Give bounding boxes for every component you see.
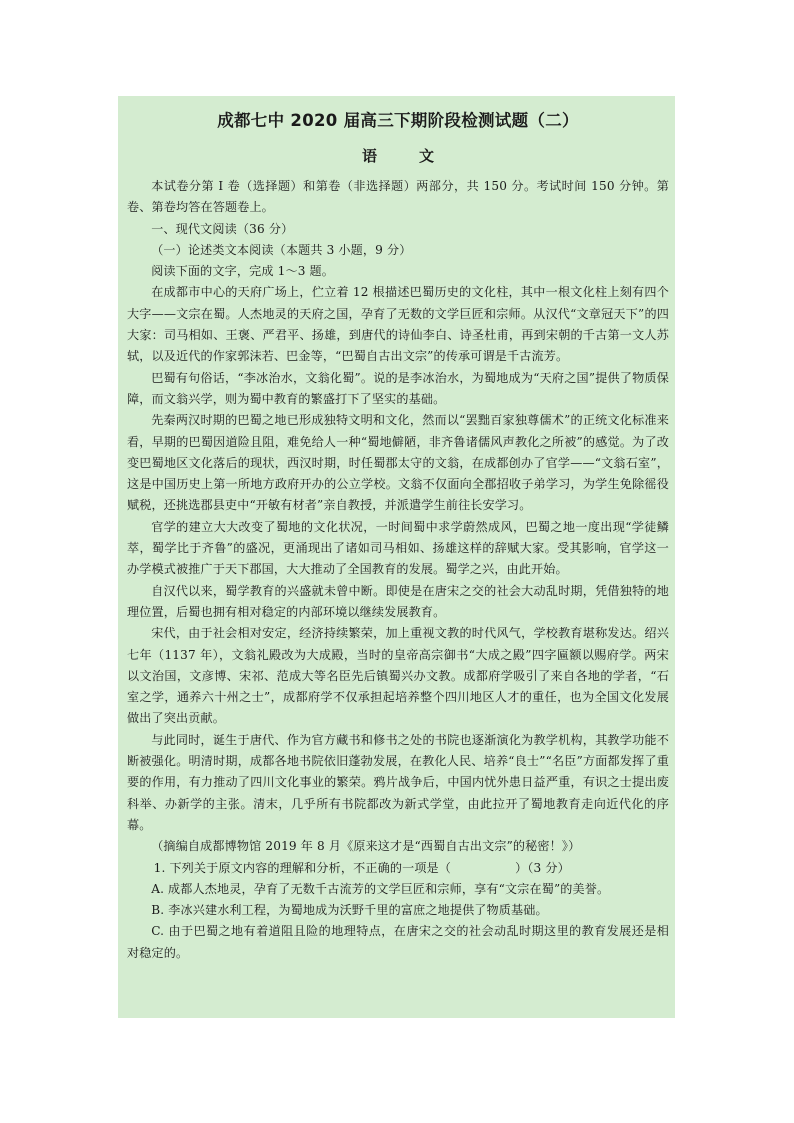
passage-paragraph: 先秦两汉时期的巴蜀之地已形成独特文明和文化，然而以“罢黜百家独尊儒术”的正统文化标准来看，早期的巴蜀因道险且阻，难免给人一种“蜀地僻陋，非齐鲁诸儒风声教化之所被”的感觉。为了改变巴蜀地区文化落后的现状，西汉时期，时任蜀郡太守的文翁，在成都创办了官学——“文翁石室”，这是中国历史上第一所地方政府开办的公立学校。文翁不仅面向全郡招收子弟学习，为学生免除徭役赋税，还挑选郡县吏中“开敏有材者”亲自教授，并派遣学生前往长安学习。 <box>127 413 669 513</box>
question-stem <box>127 858 669 879</box>
exam-page <box>118 96 675 1018</box>
question-score: ）（3 分） <box>515 860 570 875</box>
instructions: 本试卷分第 I 卷（选择题）和第卷（非选择题）两部分，共 150 分。考试时间 150 分钟。第卷、第卷均答在答题卷上。 <box>127 179 669 215</box>
passage-paragraph: 宋代，由于社会相对安定，经济持续繁荣，加上重视文教的时代风气，学校教育堪称发达。绍兴七年（1137 年），文翁礼殿改为大成殿，当时的皇帝高宗御书“大成之殿”四字匾额以赐府学。两宋以文治国，文彦博、宋祁、范成大等名臣先后镇蜀兴办文教。成都府学吸引了来自各地的学者，“石室之学，通养六十州之士”，成都府学不仅承担起培养整个四川地区人才的重任，也为全国文化发展做出了突出贡献。 <box>127 626 669 726</box>
passage-paragraph: 官学的建立大大改变了蜀地的文化状况，一时间蜀中求学蔚然成风，巴蜀之地一度出现“学徒鳞萃，蜀学比于齐鲁”的盛况，更涌现出了诸如司马相如、扬雄这样的辞赋大家。受其影响，官学这一办学模式被推广于天下郡国，大大推动了全国教育的发展。蜀学之兴，由此开始。 <box>127 519 669 577</box>
passage-paragraph: 在成都市中心的天府广场上，伫立着 12 根描述巴蜀历史的文化柱，其中一根文化柱上刻有四个大字——文宗在蜀。人杰地灵的天府之国，孕育了无数的文学巨匠和宗师。从汉代“文章冠天下”的四大家：司马相如、王褒、严君平、扬雄，到唐代的诗仙李白、诗圣杜甫，再到宋朝的千古第一文人苏轼，以及近代的作家郭沫若、巴金等，“巴蜀自古出文宗”的传承可谓是千古流芳。 <box>127 285 669 364</box>
passage-paragraph: 与此同时，诞生于唐代、作为官方藏书和修书之处的书院也逐渐演化为教学机构，其教学功能不断被强化。明清时期，成都各地书院依旧蓬勃发展，在教化人民、培养“良士”“名臣”方面都发挥了重要的作用，有力推动了四川文化事业的繁荣。鸦片战争后，中国内忧外患日益严重，有识之士提出废科举、办新学的主张。清末，几乎所有书院都改为新式学堂，由此拉开了蜀地教育走向近代化的序幕。 <box>127 732 669 832</box>
option-a: A. 成都人杰地灵，孕育了无数千古流芳的文学巨匠和宗师，享有“文宗在蜀”的美誉。 <box>151 881 610 896</box>
section-heading: 一、现代文阅读（36 分） <box>151 221 294 236</box>
passage-paragraph: 巴蜀有句俗话，“李冰治水，文翁化蜀”。说的是李冰治水，为蜀地成为“天府之国”提供了物质保障，而文翁兴学，则为蜀中教育的繁盛打下了坚实的基础。 <box>127 370 669 406</box>
option-c: C. 由于巴蜀之地有着道阻且险的地理特点，在唐宋之交的社会动乱时期这里的教育发展还是相对稳定的。 <box>127 924 669 960</box>
subject-heading <box>127 146 669 166</box>
subject-char-1: 语 <box>361 147 377 165</box>
reading-prompt: 阅读下面的文字，完成 1～3 题。 <box>151 264 335 279</box>
exam-title: 成都七中 2020 届高三下期阶段检测试题（二） <box>217 111 579 130</box>
source-citation: （摘编自成都博物馆 2019 年 8 月《原来这才是“西蜀自古出文宗”的秘密！》） <box>151 839 581 854</box>
question-stem-text: 1. 下列关于原文内容的理解和分析，不正确的一项是（ <box>153 860 452 875</box>
option-b: B. 李冰兴建水利工程，为蜀地成为沃野千里的富庶之地提供了物质基础。 <box>151 903 548 918</box>
passage-paragraph: 自汉代以来，蜀学教育的兴盛就未曾中断。即使是在唐宋之交的社会大动乱时期，凭借独特的地理位置，后蜀也拥有相对稳定的内部环境以继续发展教育。 <box>127 583 669 619</box>
subject-char-2: 文 <box>419 147 435 165</box>
subsection-heading: （一）论述类文本阅读（本题共 3 小题，9 分） <box>151 242 412 257</box>
